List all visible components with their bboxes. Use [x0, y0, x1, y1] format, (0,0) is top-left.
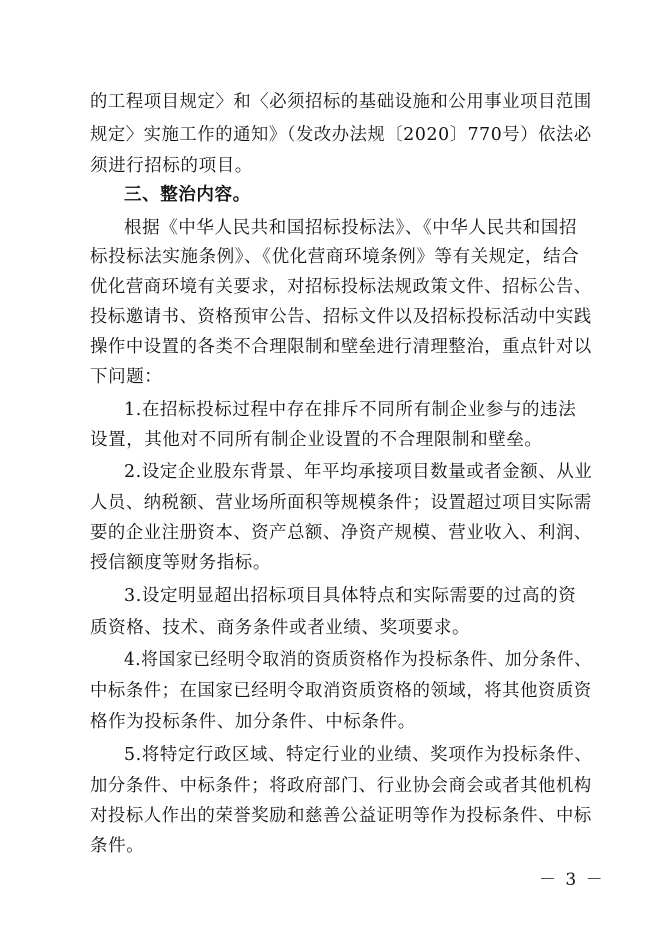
- list-item-line: 加分条件、中标条件；将政府部门、行业协会商会或者其他机构: [90, 776, 592, 796]
- list-item-line: 人员、纳税额、营业场所面积等规模条件；设置超过项目实际需: [90, 493, 592, 513]
- list-item-line: 3.设定明显超出招标项目具体特点和实际需要的过高的资: [124, 586, 577, 606]
- list-item-line: 授信额度等财务指标。: [90, 553, 271, 573]
- list-item-line: 5.将特定行政区域、特定行业的业绩、奖项作为投标条件、: [124, 745, 593, 765]
- page-number: － 3 －: [539, 870, 605, 890]
- list-item-line: 4.将国家已经明令取消的资质资格作为投标条件、加分条件、: [124, 650, 592, 670]
- list-item-line: 设置，其他对不同所有制企业设置的不合理限制和壁垒。: [90, 430, 543, 450]
- paragraph-line: 投标邀请书、资格预审公告、招标文件以及招标投标活动中实践: [90, 307, 592, 327]
- list-item-line: 对投标人作出的荣誉奖励和慈善公益证明等作为投标条件、中标: [90, 806, 592, 826]
- paragraph-line: 标投标法实施条例》、《优化营商环境条例》等有关规定，结合: [90, 247, 580, 267]
- paragraph-line: 下问题：: [90, 367, 163, 387]
- text-line: 规定〉实施工作的通知》（发改办法规〔2020〕770号）依法必: [90, 125, 592, 145]
- paragraph-line: 根据《中华人民共和国招标投标法》、《中华人民共和国招: [124, 218, 578, 238]
- paragraph-line: 操作中设置的各类不合理限制和壁垒进行清理整治，重点针对以: [90, 337, 592, 357]
- text-line: 须进行招标的项目。: [90, 156, 253, 176]
- list-item-line: 要的企业注册资本、资产总额、净资产规模、营业收入、利润、: [90, 523, 592, 543]
- list-item-line: 质资格、技术、商务条件或者业绩、奖项要求。: [90, 618, 471, 638]
- list-item-line: 条件。: [90, 836, 145, 856]
- list-item-line: 1.在招标投标过程中存在排斥不同所有制企业参与的违法: [124, 400, 577, 420]
- text-line: 的工程项目规定〉和〈必须招标的基础设施和公用事业项目范围: [90, 92, 592, 112]
- section-heading: 三、整治内容。: [124, 185, 251, 205]
- list-item-line: 2.设定企业股东背景、年平均承接项目数量或者金额、从业: [124, 462, 593, 482]
- list-item-line: 中标条件；在国家已经明令取消资质资格的领域，将其他资质资: [90, 681, 592, 701]
- paragraph-line: 优化营商环境有关要求，对招标投标法规政策文件、招标公告、: [90, 277, 592, 297]
- list-item-line: 格作为投标条件、加分条件、中标条件。: [90, 712, 416, 732]
